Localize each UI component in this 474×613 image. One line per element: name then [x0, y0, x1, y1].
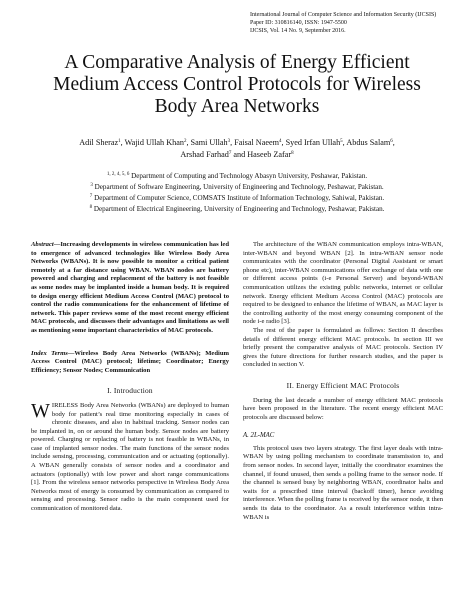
affiliation: $^7$ Department of Computer Science, COMSATS Institute of Information Technology, Sahiwal, Pakistan. — [89, 194, 385, 202]
author: Abdus Salam$^6$ — [346, 138, 393, 147]
author-list: Adil Sheraz$^1$, Wajid Ullah Khan$^2$, Sami Ullah$^3$, Faisal Naeem$^4$, Syed Irfan Ullah$^5$, Abdus Salam$^6$, Arshad Farhad$^7$ and Haseeb Zafar$^8$ — [79, 138, 395, 159]
journal-name: International Journal of Computer Science and Information Security (IJCSIS) — [250, 12, 437, 18]
author: Haseeb Zafar$^8$ — [247, 150, 294, 159]
affiliation: $^{1, 2, 4, 5, 6}$ Department of Computing and Technology Abasyn University, Peshawar, Pakistan. — [106, 172, 368, 180]
body-paragraph: The rest of the paper is formulated as follows: Section II describes details of different energy efficient MAC protocols. In section III we briefly present the comparative analysis of MAC protocols. Section IV gives the future directions for further research studies, and the paper is concluded in section V. — [243, 326, 443, 369]
affiliation: $^3$ Department of Software Engineering, University of Engineering and Technology, Peshawar, Pakistan. — [90, 183, 384, 191]
journal-header — [250, 11, 465, 35]
affiliations — [40, 170, 434, 214]
journal-volume: IJCSIS, Vol. 14 No. 9, September 2016. — [250, 28, 346, 34]
index-terms: Index Terms—Wireless Body Area Networks (WBANs); Medium Access Control (MAC) protocol; lifetime; Coordinator; Energy Efficiency; Sensor Nodes; Communication — [31, 349, 230, 374]
affiliation: $^8$ Department of Electrical Engineering, University of Engineering and Technology, Peshawar, Pakistan. — [89, 205, 385, 213]
subsection-heading-2l-mac: A. 2L-MAC — [243, 432, 275, 440]
drop-cap: W — [31, 399, 50, 422]
body-paragraph: This protocol uses two layers strategy. The first layer deals with intra-WBAN by using polling mechanism to coordinate transmission to, and from sensor nodes. In second layer, initially the coordinator examines the channel, if found unused, then sends a polling frame to the sensor node. If the channel is sensed busy by neighboring WBAN, coordinator halts and waits for a prescribed time interval (backoff timer), hence avoiding interference. When the polling frame is received by the sensor node, it then sends its data to the coordinator. As a result interference within intra-WBAN is — [243, 444, 443, 521]
abstract: Abstract—Increasing developments in wireless communication has led to emergence of advanced technologies like Wireless Body Area Networks (WBANs). It is now possible to monitor a critical patient remotely at a far distance using WBAN. WBAN nodes are battery powered and charging and replacement of the battery is not feasible as some nodes may be implanted inside a human body. It is required to design energy efficient Medium Access Control (MAC) protocol to control the radio communications for the enhancement of lifetime of network. This paper reviews some of the most recent energy efficient MAC protocols, and discusses their advantages and limitations as well as mentioning some important characteristics of MAC protocols. — [31, 241, 229, 334]
author: Syed Irfan Ullah$^5$ — [285, 138, 343, 147]
left-column — [31, 241, 229, 514]
section-heading-introduction: I. Introduction — [107, 386, 153, 396]
paper-id: Paper ID: 310816140, ISSN: 1947-5500 — [250, 20, 347, 26]
author: Arshad Farhad$^7$ — [180, 150, 232, 159]
author: Wajid Ullah Khan$^2$ — [124, 138, 187, 147]
author: Sami Ullah$^3$ — [190, 138, 231, 147]
body-paragraph: During the last decade a number of energy efficient MAC protocols have been proposed in the literature. The recent energy efficient MAC protocols are discussed below: — [243, 396, 443, 421]
body-paragraph: The architecture of the WBAN communication employs intra-WBAN, inter-WBAN and beyond WBAN [2]. In intra-WBAN sensor node communicates with the coordinator (Personal Digital Assistant or smart phone etc), inter-WBAN communications offer exchange of data with one or different access points (i-e Personal Server) and beyond-WBAN communication utilizes the existing public networks, internet or cellular network. Energy efficient Medium Access Control (MAC) protocols are required to be designed to enhance the lifetime of WBAN, as MAC layer is the controlling authority of the most energy consuming component of the node i-e radio [3]. — [243, 241, 443, 326]
introduction-paragraph: WIRELESS Body Area Networks (WBANs) are deployed to human body for patient’s real time monitoring especially in cases of chronic diseases, and also in habitual tracking. Sensor nodes can be implanted in, on or around the human body. Sensor nodes are battery powered. Charging or replacing of battery is not feasible in WBANs, in case of implanted sensor nodes. The main functions of the sensor nodes include sensing, processing, communication and or actuating (optionally). A WBAN generally consists of sensor nodes and a coordinator and actuators (optionally) with low power and short range communications [1]. From the wireless sensor networks perspective in Wireless Body Area Networks most of energy is consumed by communication as compared to sensing and processing. Sensor radio is the main component used for communication of monitored data. — [31, 399, 229, 513]
author: Adil Sheraz$^1$ — [79, 138, 121, 147]
section-heading-energy-efficient-mac: II. Energy Efficient MAC Protocols — [286, 380, 400, 390]
right-column — [243, 241, 443, 522]
paper-title: A Comparative Analysis of Energy Efficient Medium Access Control Protocols for Wireless Body Area Networks — [53, 52, 421, 117]
author: Faisal Naeem$^4$ — [234, 138, 282, 147]
